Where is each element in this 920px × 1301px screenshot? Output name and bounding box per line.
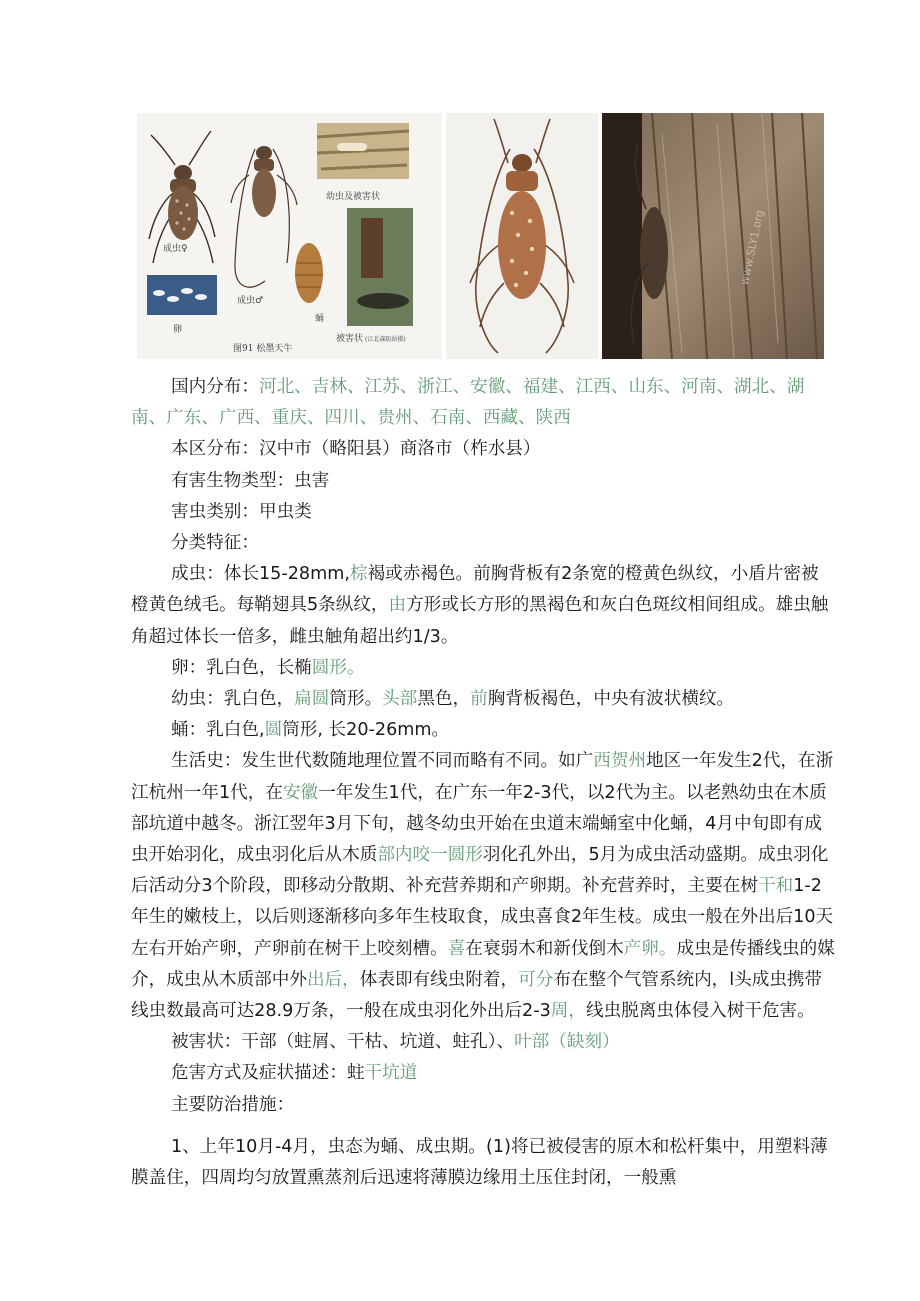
life-text-a: 生活史：发生世代数随地理位置不同而略有不同。如广 (171, 751, 594, 772)
life-text-o: 体表即有线虫附着， (359, 969, 519, 990)
harm-text-a: 危害方式及症状描述：蛀 (171, 1063, 365, 1084)
larva-description (131, 684, 836, 715)
harm-description (131, 1058, 836, 1089)
life-text-m: 成虫是传播线虫的媒介，成虫从木质部中外 (131, 938, 835, 990)
caption-damage-label: 被害状 (336, 334, 364, 344)
caption-pupa: 蛹 (315, 314, 325, 324)
adult-text-b: 棕 (349, 564, 368, 585)
caption-adult-female: 成虫♀ (163, 244, 188, 254)
pest-category: 害虫类别：甲虫类 (171, 501, 312, 522)
pupa-description (131, 715, 836, 746)
pest-type: 有害生物类型：虫害 (171, 470, 330, 491)
bark-illustration (602, 113, 824, 359)
caption-adult-male: 成虫♂ (237, 296, 264, 306)
larva-text-e: 黑色， (417, 689, 471, 710)
beetle-body (640, 207, 668, 299)
egg-description (131, 653, 836, 684)
watermark-text: www.SLY1.org (737, 208, 767, 287)
life-text-b: 西贺州 (593, 751, 647, 772)
document-body (131, 372, 836, 1194)
life-text-p: 可分 (518, 969, 554, 990)
egg-text-a: 卵：乳白色，长椭 (171, 657, 312, 678)
life-text-h: 干和 (757, 876, 794, 897)
life-text-i: 1-2年生的嫩枝上，以后则逐渐移向多年生枝取食，成虫喜食2年生枝。成虫一般在外出后10天左右开始产卵，产卵前在树干上咬刻槽。 (131, 876, 834, 959)
life-text-j: 喜 (447, 938, 466, 959)
life-history (131, 746, 836, 1027)
pupa-text-c: 筒形, 长20-26mm。 (282, 720, 450, 741)
larva-text-d: 头部 (382, 689, 418, 710)
larva-text-c: 筒形。 (329, 689, 383, 710)
beetle-on-bark-photo (602, 113, 824, 359)
damage-text-b: 叶部（缺刻） (514, 1032, 620, 1053)
life-text-g: 羽化孔外出，5月为成虫活动盛期。成虫羽化后活动分3个阶段，即移动分散期、补充营养期和产卵期。补充营养时，主要在树 (131, 845, 829, 897)
caption-larva-damage: 幼虫及被害状 (326, 192, 381, 202)
adult-description (131, 559, 836, 653)
domestic-distribution (131, 372, 836, 434)
control-measure-1: 1、上年10月-4月，虫态为蛹、成虫期。(1)将已被侵害的原木和松杆集中，用塑料薄膜盖住，四周均匀放置熏蒸剂后迅速将薄膜边缘用土压住封闭，一般熏 (131, 1136, 828, 1189)
damage-text-a: 被害状：干部（蛀屑、干枯、坑道、蛀孔）、 (171, 1032, 515, 1053)
life-text-r: 周， (550, 1001, 586, 1022)
pupa-text-a: 蛹：乳白色, (171, 720, 265, 741)
specimen-illustration (137, 113, 442, 359)
life-text-k: 在衰弱木和新伐倒木 (465, 938, 624, 959)
life-text-e: 一年发生1代，在广东一年2-3代，以2代为主。以老熟幼虫在木质部坑道中越冬。浙江翌年3月下旬，越冬幼虫开始在虫道末端蛹室中化蛹，4月中旬即有成虫开始羽化，成虫羽化后从木质 (131, 782, 827, 866)
life-text-n: 出后， (306, 969, 360, 990)
harm-text-b: 干坑道 (364, 1063, 418, 1084)
control-heading: 主要防治措施： (171, 1094, 295, 1115)
larva-text-a: 幼虫：乳白色， (171, 689, 295, 710)
domestic-label: 国内分布： (171, 377, 259, 397)
larva-text-g: 胸背板褐色，中央有波状横纹。 (487, 689, 735, 710)
adult-text-d: 由 (388, 595, 407, 616)
caption-egg: 卵 (173, 325, 183, 335)
life-text-l: 产卵。 (623, 938, 677, 959)
figure-strip (137, 113, 824, 359)
beetle-specimen-photo (446, 113, 598, 359)
specimen-plate (137, 113, 442, 359)
egg-text-b: 圆形。 (311, 657, 365, 678)
classification-heading: 分类特征： (171, 533, 259, 554)
caption-damage (336, 331, 406, 344)
pupa-text-b: 圆 (264, 720, 283, 741)
local-distribution: 本区分布：汉中市（略阳县）商洛市（柞水县） (171, 439, 541, 460)
larva-text-b: 扁圆 (294, 689, 330, 710)
life-text-s: 线虫脱离虫体侵入树干危害。 (586, 1001, 815, 1022)
caption-damage-source: (江北森防站摄) (365, 336, 406, 343)
beetle-specimen-illustration (446, 113, 598, 359)
life-text-d: 安徽 (282, 782, 319, 803)
damage-symptoms (131, 1027, 836, 1058)
adult-text-a: 成虫：体长15-28mm, (171, 564, 350, 585)
larva-text-f: 前 (470, 689, 488, 710)
life-text-c: 地区一年发生2代，在浙江杭州一年1代，在 (131, 751, 834, 803)
figure-title: 图91 松墨天牛 (233, 344, 293, 354)
adult-text-c: 褐或赤褐色。前胸背板有2条宽的橙黄色纵纹，小盾片密被橙黄色绒毛。每鞘翅具5条纵纹， (131, 564, 819, 616)
life-text-q: 布在整个气管系统内，l头成虫携带线虫数最高可达28.9万条，一般在成虫羽化外出后2-3 (131, 969, 823, 1022)
life-text-f: 部内咬一圆形 (377, 845, 483, 866)
adult-text-e: 方形或长方形的黑褐色和灰白色斑纹相间组成。雄虫触角超过体长一倍多，雌虫触角超出约1/3。 (131, 595, 829, 647)
domestic-list: 河北、吉林、江苏、浙江、安徽、福建、江西、山东、河南、湖北、湖南、广东、广西、重庆、四川、贵州、石南、西藏、陕西 (131, 377, 805, 429)
